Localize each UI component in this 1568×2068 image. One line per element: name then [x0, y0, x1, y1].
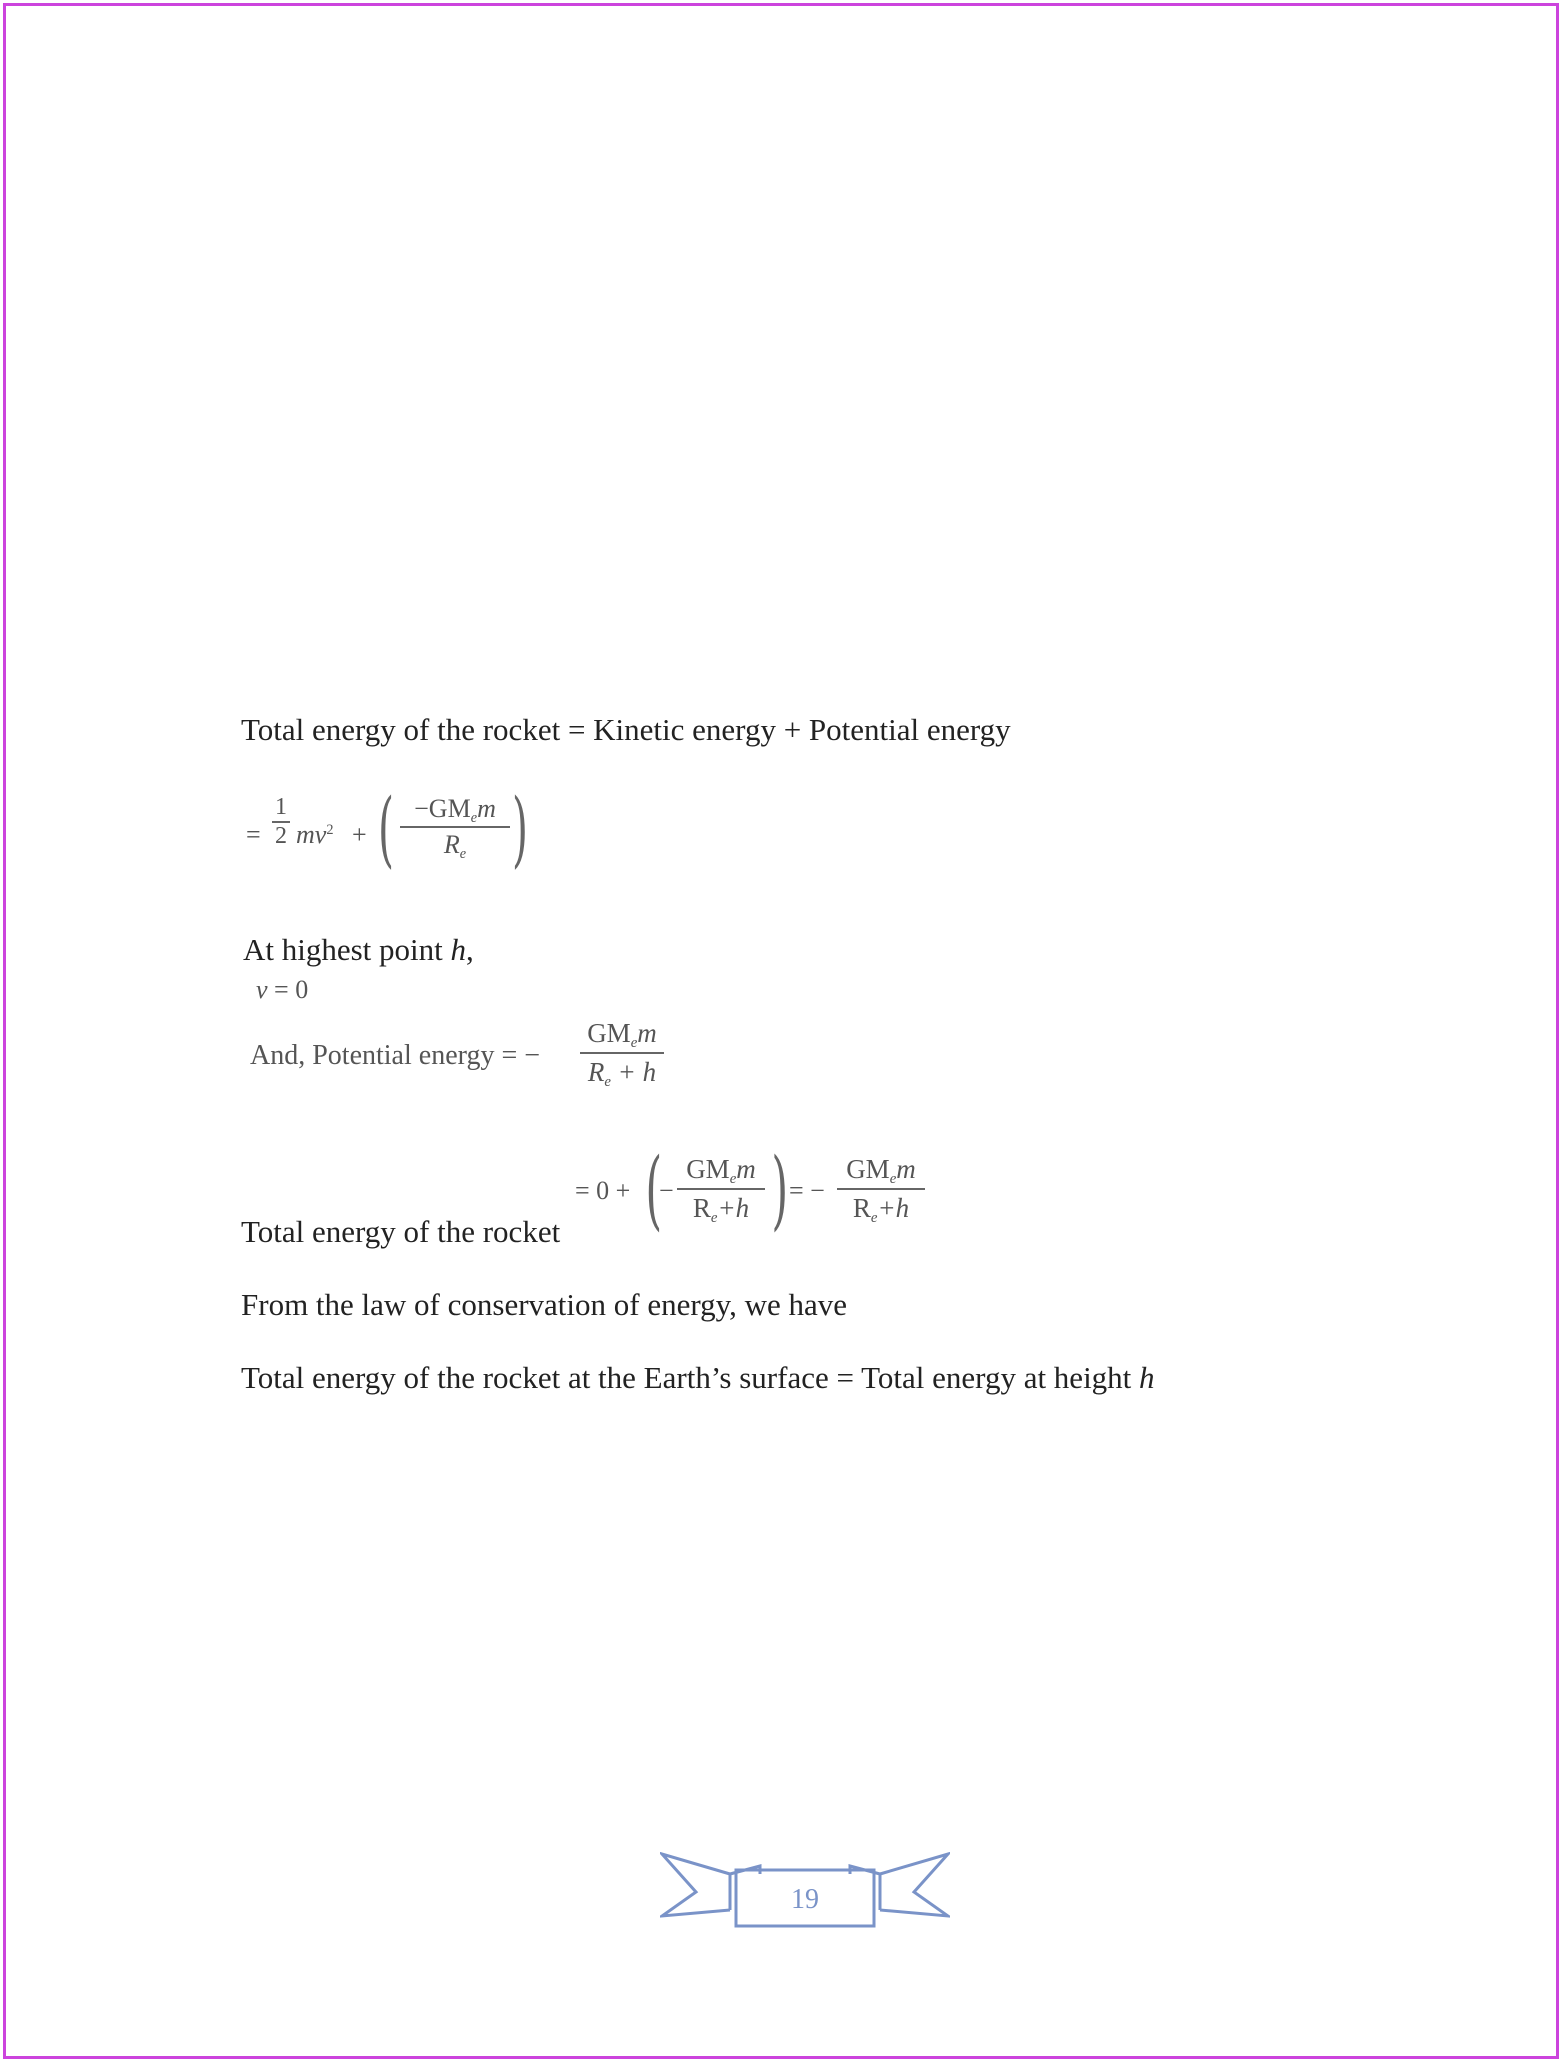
eq4-lead: = 0 + [575, 1176, 631, 1205]
eq1-equals: = [246, 820, 261, 849]
equation-total-energy-height [575, 1140, 935, 1248]
equation-velocity-zero: v = 0 [256, 975, 309, 1004]
eq4-denominator-1: Re+h [692, 1192, 750, 1226]
total-energy-definition: Total energy of the rocket = Kinetic energy + Potential energy [241, 712, 1011, 747]
surface-equals-height: Total energy of the rocket at the Earth’s surface = Total energy at height h [241, 1360, 1155, 1395]
equation-potential-energy [250, 1020, 670, 1120]
eq4-left-paren: ( [645, 1140, 663, 1240]
eq1-left-paren: ( [378, 782, 394, 877]
conservation-statement: From the law of conservation of energy, we have [241, 1287, 848, 1322]
equation-total-energy-surface [246, 782, 528, 890]
eq1-right-paren: ) [512, 782, 528, 877]
eq3-fraction [580, 1018, 664, 1088]
ribbon-left-tail [662, 1854, 730, 1916]
eq3-numerator: GMem [587, 1018, 657, 1052]
eq1-plus: + [352, 820, 367, 849]
eq3-label: And, Potential energy = − [250, 1040, 541, 1071]
eq4-mid: = − [789, 1176, 825, 1205]
at-highest-point: At highest point h, [243, 932, 474, 967]
eq4-fraction-1 [677, 1154, 765, 1224]
eq3-denominator: Re + h [587, 1056, 657, 1090]
eq1-numerator: −GMem [414, 794, 496, 826]
page-border [3, 3, 1559, 2059]
total-energy-rocket-label: Total energy of the rocket [241, 1214, 561, 1249]
ribbon-right-tail [880, 1854, 948, 1916]
eq4-right-paren: ) [771, 1140, 789, 1240]
eq4-numerator-1: GMem [686, 1154, 756, 1188]
eq1-denominator: Re [443, 829, 467, 862]
eq1-mv: $mv^2$ [296, 820, 334, 849]
eq1-half-fraction: 1 2 [272, 794, 290, 850]
eq4-minus: − [659, 1176, 674, 1205]
page-number: 19 [791, 1884, 819, 1915]
eq4-numerator-2: GMem [846, 1154, 916, 1188]
eq1-fraction [400, 794, 510, 860]
eq4-fraction-2 [837, 1154, 925, 1224]
eq4-denominator-2: Re+h [852, 1192, 910, 1226]
